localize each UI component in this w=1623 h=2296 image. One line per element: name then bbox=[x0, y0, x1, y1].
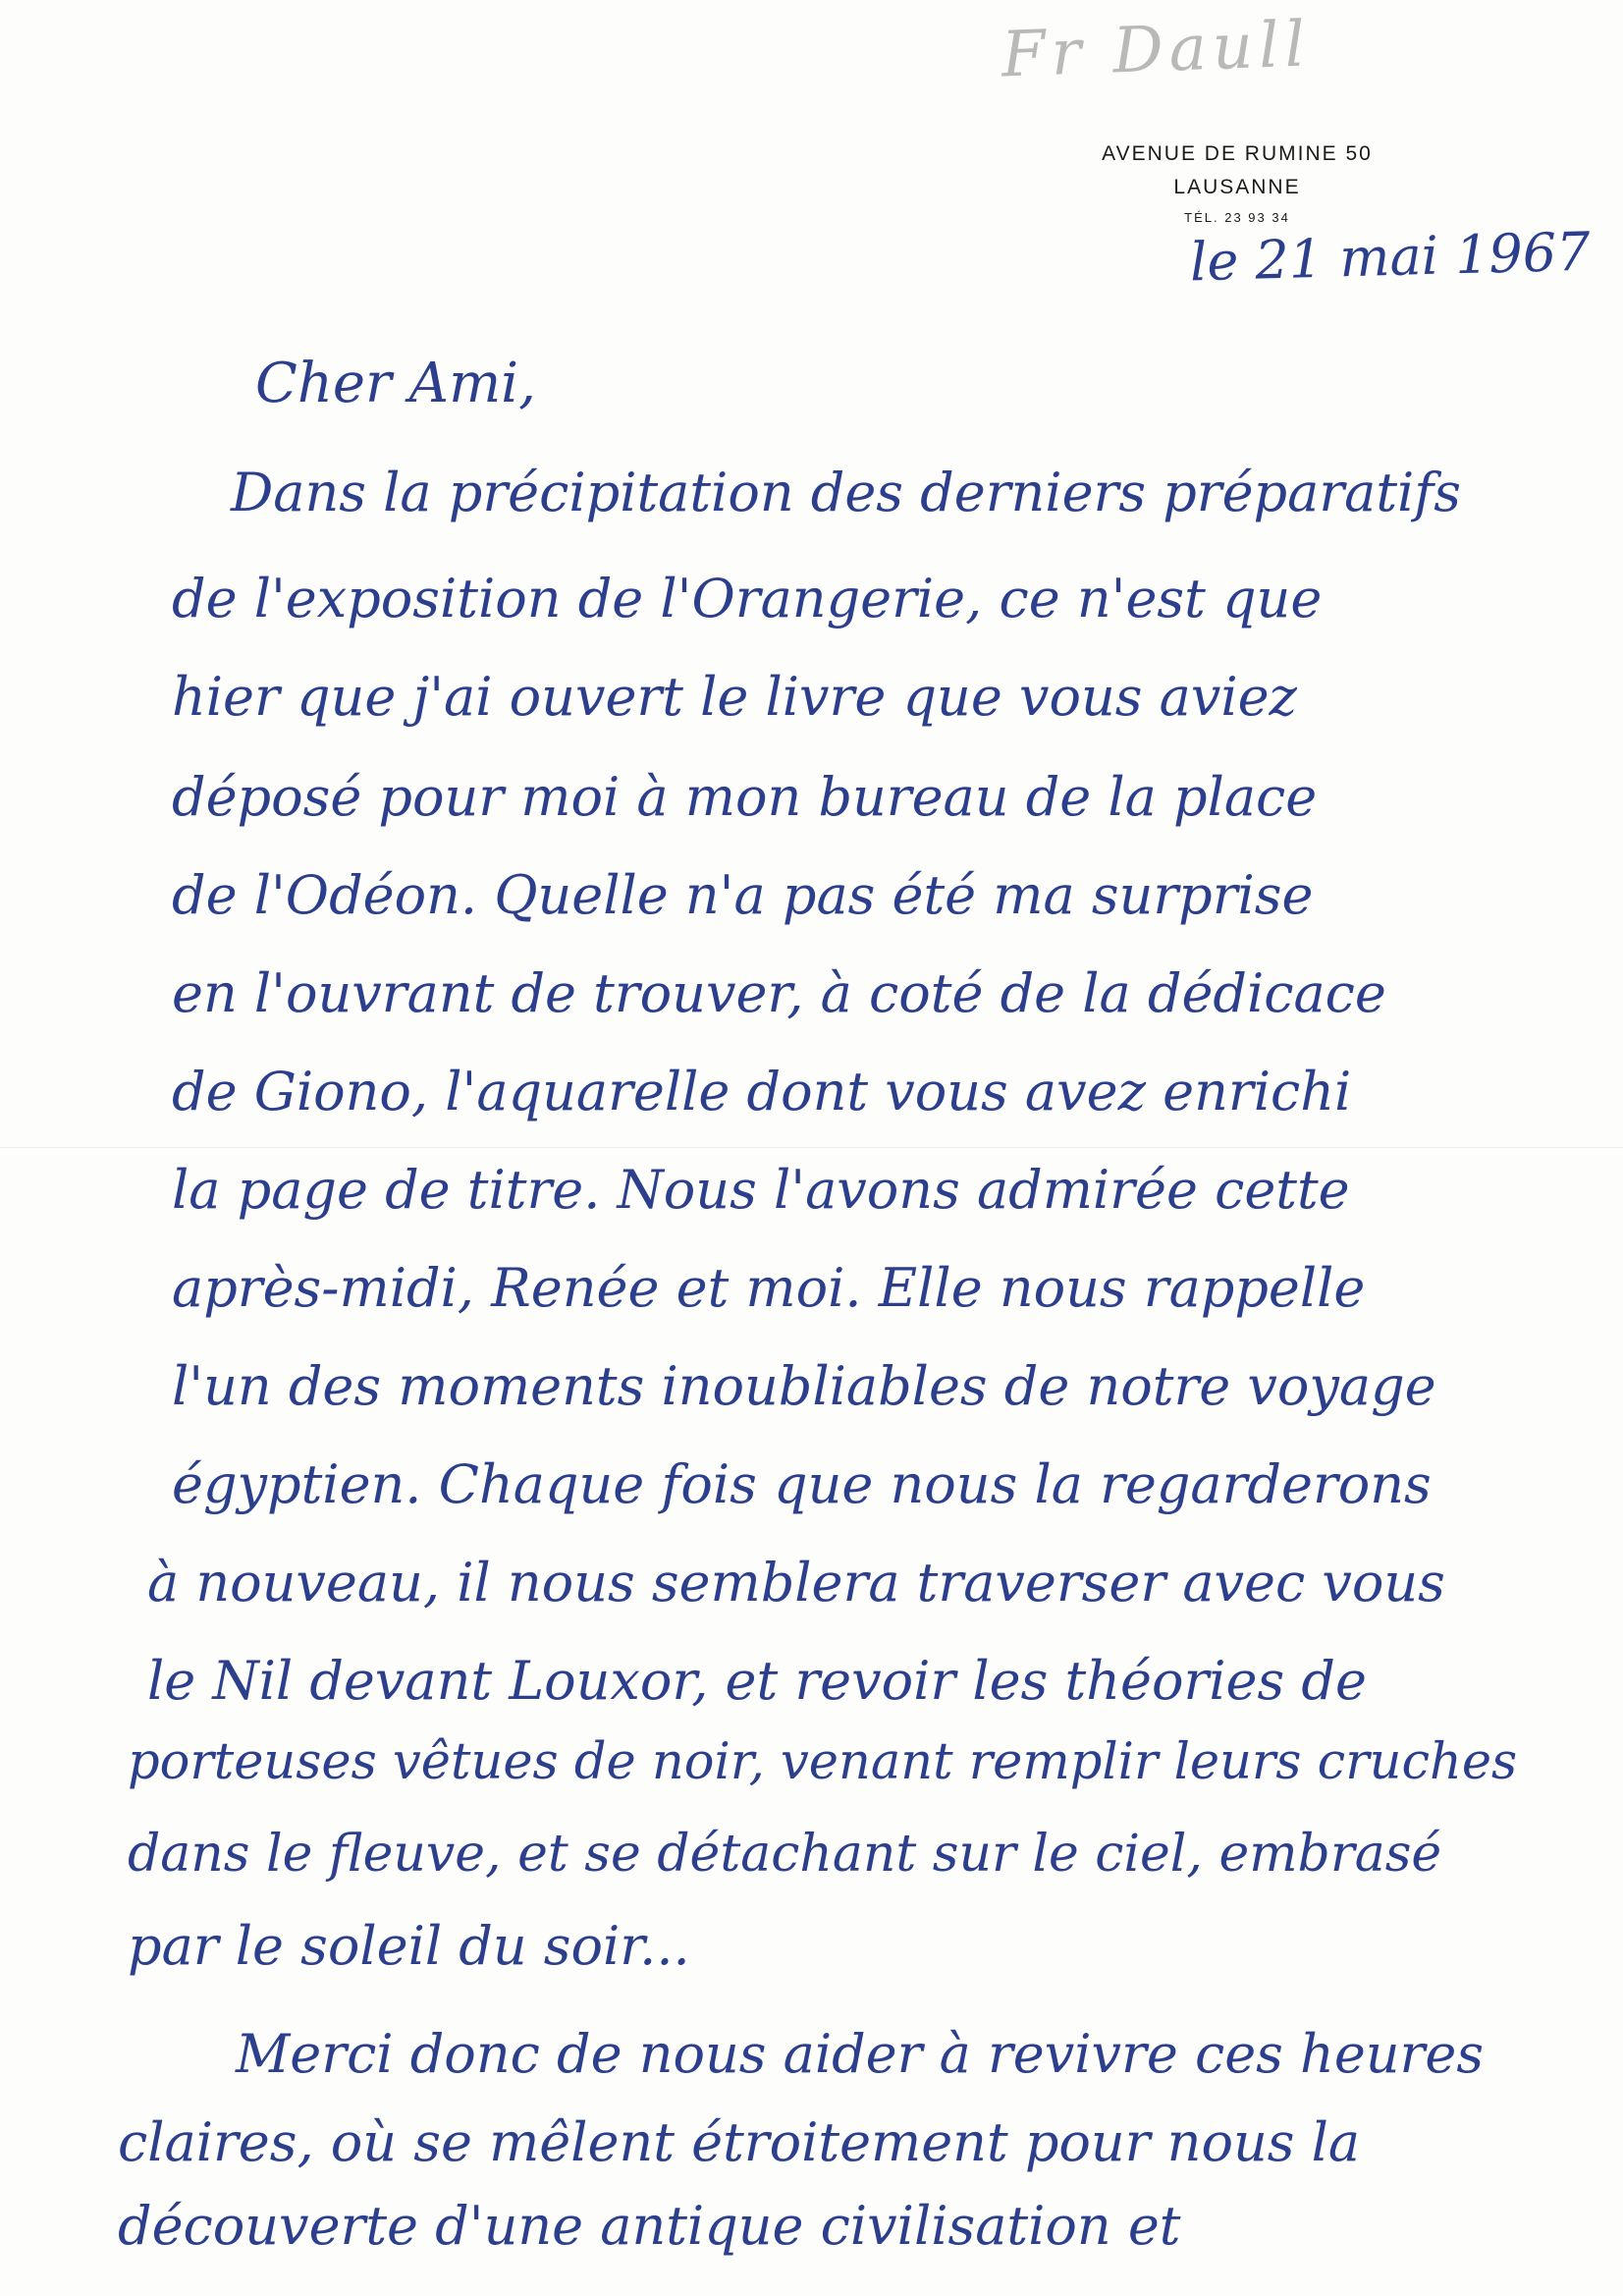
body-line: claires, où se mêlent étroitement pour nous la bbox=[118, 2111, 1361, 2173]
body-line: à nouveau, il nous semblera traverser avec vous bbox=[147, 1552, 1445, 1613]
body-line: déposé pour moi à mon bureau de la place bbox=[172, 766, 1318, 828]
body-line: de l'Odéon. Quelle n'a pas été ma surprise bbox=[172, 864, 1314, 926]
body-line: le Nil devant Louxor, et revoir les théories de bbox=[147, 1650, 1367, 1712]
body-line: de Giono, l'aquarelle dont vous avez enrichi bbox=[172, 1061, 1352, 1122]
letter-date: le 21 mai 1967 bbox=[1189, 220, 1592, 294]
letterhead-phone: TÉL. 23 93 34 bbox=[1184, 210, 1290, 225]
pencil-annotation: Fr Daull bbox=[1000, 8, 1313, 92]
body-line: hier que j'ai ouvert le livre que vous aviez bbox=[172, 666, 1297, 728]
body-line: par le soleil du soir... bbox=[128, 1915, 690, 1977]
body-line: la page de titre. Nous l'avons admirée cette bbox=[172, 1159, 1350, 1221]
letterhead-city: LAUSANNE bbox=[1173, 176, 1301, 198]
letterhead-address: AVENUE DE RUMINE 50 bbox=[1102, 142, 1373, 165]
body-line: l'un des moments inoubliables de notre voyage bbox=[172, 1355, 1436, 1417]
body-line: Merci donc de nous aider à revivre ces heures bbox=[236, 2023, 1485, 2085]
body-line: de l'exposition de l'Orangerie, ce n'est que bbox=[172, 568, 1323, 629]
body-line: après-midi, Renée et moi. Elle nous rappelle bbox=[172, 1257, 1366, 1319]
body-line: en l'ouvrant de trouver, à coté de la dédicace bbox=[172, 962, 1386, 1024]
body-line: dans le fleuve, et se détachant sur le ciel, embrasé bbox=[128, 1825, 1442, 1884]
body-line: découverte d'une antique civilisation et bbox=[118, 2195, 1181, 2257]
salutation: Cher Ami, bbox=[255, 352, 536, 415]
body-line: égyptien. Chaque fois que nous la regarderons bbox=[172, 1453, 1432, 1515]
paper-fold-line bbox=[0, 1147, 1623, 1148]
letterhead bbox=[1070, 137, 1404, 225]
body-line: porteuses vêtues de noir, venant remplir leurs cruches bbox=[128, 1733, 1518, 1791]
body-line: Dans la précipitation des derniers préparatifs bbox=[231, 462, 1461, 523]
